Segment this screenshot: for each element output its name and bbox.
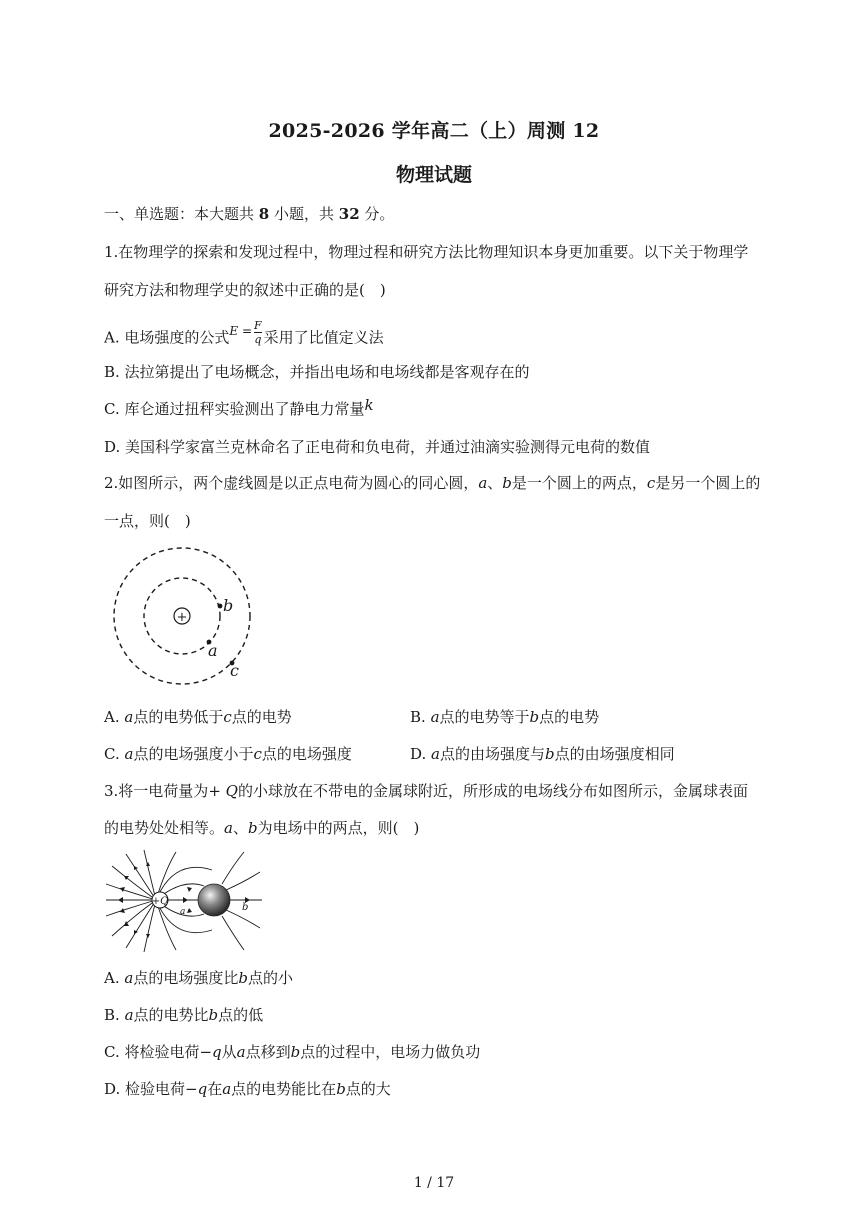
point-b (218, 604, 223, 609)
q1-option-d[interactable]: D. 美国科学家富兰克林命名了正电荷和负电荷，并通过油滴实验测得元电荷的数值 (104, 438, 651, 456)
q3-option-c[interactable]: C. 将检验电荷−q从a点移到b点的过程中，电场力做负功 (104, 1043, 481, 1061)
q1-option-a[interactable]: A. 电场强度的公式$^{E =}$ $\frac{F}{q}$ 采用了比值定义法 (104, 319, 384, 347)
q3-stem-line2: 的电势处处相等。a、b为电场中的两点，则( ) (104, 819, 420, 837)
q2-concentric-circles-figure (104, 540, 264, 690)
q1-stem-line1: 1.在物理学的探索和发现过程中，物理过程和研究方法比物理知识本身更加重要。以下关于物理学 (104, 243, 749, 261)
charge-label: +Q (151, 896, 169, 907)
metal-sphere (198, 884, 230, 916)
q1-option-b[interactable]: B. 法拉第提出了电场概念，并指出电场和电场线都是客观存在的 (104, 363, 530, 381)
formula-fraction: $\frac{F}{q}$ (254, 319, 262, 346)
q3-option-b[interactable]: B. a点的电势比b点的低 (104, 1006, 264, 1024)
q2-stem-line1: 2.如图所示，两个虚线圆是以正点电荷为圆心的同心圆，a、b是一个圆上的两点，c是另一个圆上的 (104, 474, 761, 492)
q2-option-a[interactable]: A. a点的电势低于c点的电势 (104, 708, 292, 726)
label-a: a (180, 907, 186, 917)
q2-option-b[interactable]: B. a点的电势等于b点的电势 (410, 708, 600, 726)
q2-stem-line2: 一点，则( ) (104, 512, 191, 530)
label-a: a (208, 641, 218, 660)
page-number: 1 / 17 (413, 1175, 455, 1191)
q3-stem-line1: 3.将一电荷量为+ Q的小球放在不带电的金属球附近，所形成的电场线分布如图所示，金属球表面 (104, 782, 748, 800)
label-b: b (242, 902, 249, 913)
q3-option-a[interactable]: A. a点的电场强度比b点的小 (104, 969, 293, 987)
q1-option-c[interactable]: C. 库仑通过扭秤实验测出了静电力常量k (104, 396, 374, 418)
label-c: c (230, 661, 239, 680)
q1-stem-line2: 研究方法和物理学史的叙述中正确的是( ) (104, 281, 386, 299)
svg-text:+: + (176, 610, 188, 625)
exam-title: 2025-2026 学年高二（上）周测 12 (268, 120, 600, 142)
q2-option-c[interactable]: C. a点的电场强度小于c点的电场强度 (104, 745, 352, 763)
exam-subject: 物理试题 (395, 164, 472, 186)
label-b: b (223, 596, 234, 615)
q3-field-lines-figure (104, 848, 264, 952)
q2-option-d[interactable]: D. a点的由场强度与b点的由场强度相同 (410, 745, 675, 763)
q3-option-d[interactable]: D. 检验电荷−q在a点的电势能比在b点的大 (104, 1080, 391, 1098)
section-heading: 一、单选题：本大题共 8 小题，共 32 分。 (104, 205, 395, 223)
